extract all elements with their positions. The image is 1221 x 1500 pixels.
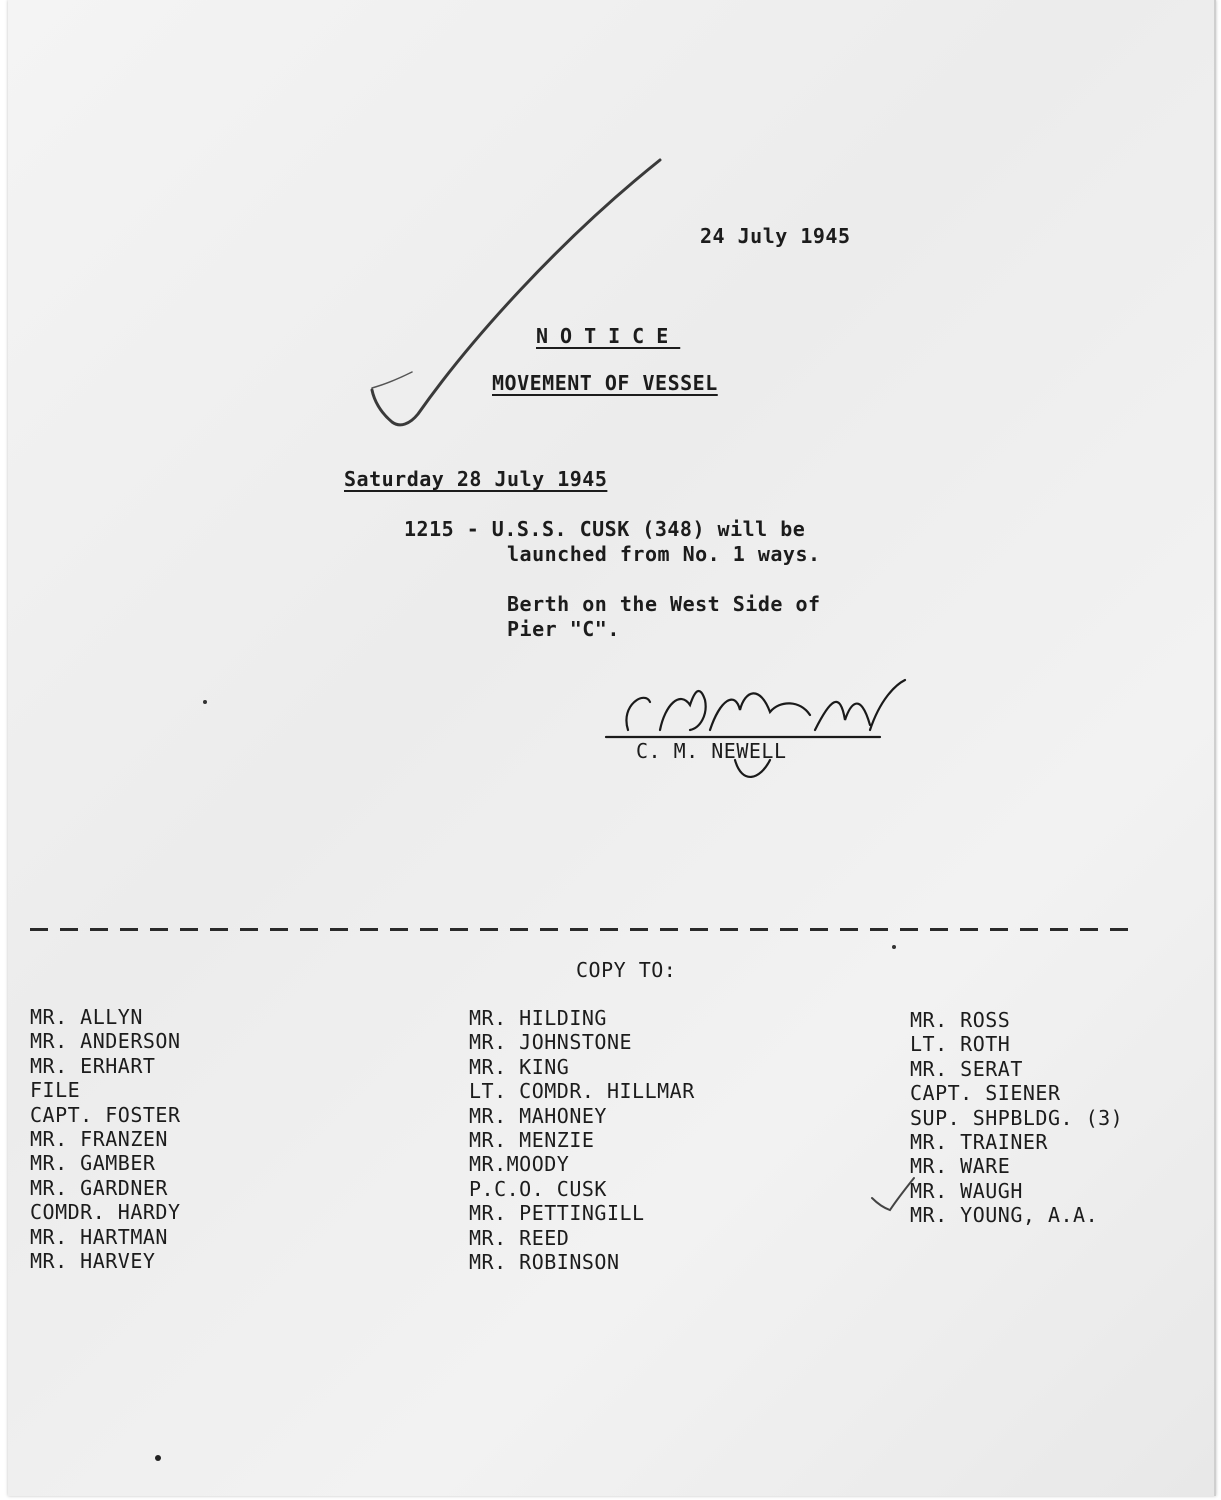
list-item: MR. FRANZEN	[30, 1127, 168, 1152]
list-item: MR. ANDERSON	[30, 1029, 181, 1054]
list-item: LT. COMDR. HILLMAR	[469, 1079, 695, 1104]
document-date: 24 July 1945	[700, 224, 851, 248]
list-item: FILE	[30, 1078, 81, 1103]
list-item: MR. GARDNER	[30, 1175, 168, 1200]
list-item: LT. ROTH	[910, 1032, 1011, 1057]
movement-day: Saturday 28 July 1945	[344, 467, 608, 491]
list-item: MR. HARVEY	[30, 1249, 156, 1274]
copy-to-heading: COPY TO:	[576, 958, 677, 982]
notice-line-3: Berth on the West Side of	[507, 592, 821, 616]
list-item: MR. HILDING	[469, 1006, 607, 1030]
list-item: MR. SERAT	[910, 1056, 1023, 1081]
list-item: MR. MENZIE	[469, 1128, 595, 1153]
list-item: MR. ROSS	[910, 1008, 1011, 1032]
list-item: CAPT. FOSTER	[30, 1102, 181, 1127]
list-item: MR. TRAINER	[910, 1130, 1048, 1155]
notice-line-1: 1215 - U.S.S. CUSK (348) will be	[404, 517, 806, 541]
small-checkmark-icon	[872, 1178, 914, 1210]
signatory-name: C. M. NEWELL	[636, 739, 787, 763]
list-item: MR. KING	[469, 1054, 570, 1079]
notice-subject: MOVEMENT OF VESSEL	[492, 371, 718, 395]
signature-scrawl-icon	[606, 680, 905, 777]
list-item: MR. YOUNG, A.A.	[910, 1203, 1099, 1228]
notice-line-4: Pier "C".	[507, 617, 620, 641]
ink-dot	[203, 700, 207, 704]
list-item: MR. WAUGH	[910, 1178, 1023, 1203]
list-item: MR. GAMBER	[30, 1151, 156, 1176]
list-item: MR. HARTMAN	[30, 1224, 168, 1249]
list-item: SUP. SHPBLDG. (3)	[910, 1105, 1124, 1130]
list-item: MR. ROBINSON	[469, 1250, 620, 1275]
list-item: MR. REED	[469, 1225, 570, 1250]
list-item: MR. PETTINGILL	[469, 1201, 645, 1226]
list-item: MR. MAHONEY	[469, 1103, 607, 1128]
large-checkmark-icon	[372, 160, 660, 425]
list-item: MR. JOHNSTONE	[469, 1030, 633, 1055]
list-item: MR. WARE	[910, 1154, 1011, 1179]
list-item: MR.MOODY	[469, 1152, 570, 1177]
list-item: COMDR. HARDY	[30, 1200, 181, 1225]
list-item: MR. ALLYN	[30, 1005, 143, 1029]
notice-title: NOTICE	[536, 324, 681, 348]
checkmark-stroke-tail	[372, 372, 412, 388]
ink-dot	[155, 1455, 161, 1461]
list-item: CAPT. SIENER	[910, 1081, 1061, 1106]
list-item: P.C.O. CUSK	[469, 1176, 607, 1201]
ink-dot	[892, 945, 896, 949]
list-item: MR. ERHART	[30, 1053, 156, 1078]
notice-line-2: launched from No. 1 ways.	[507, 542, 821, 566]
